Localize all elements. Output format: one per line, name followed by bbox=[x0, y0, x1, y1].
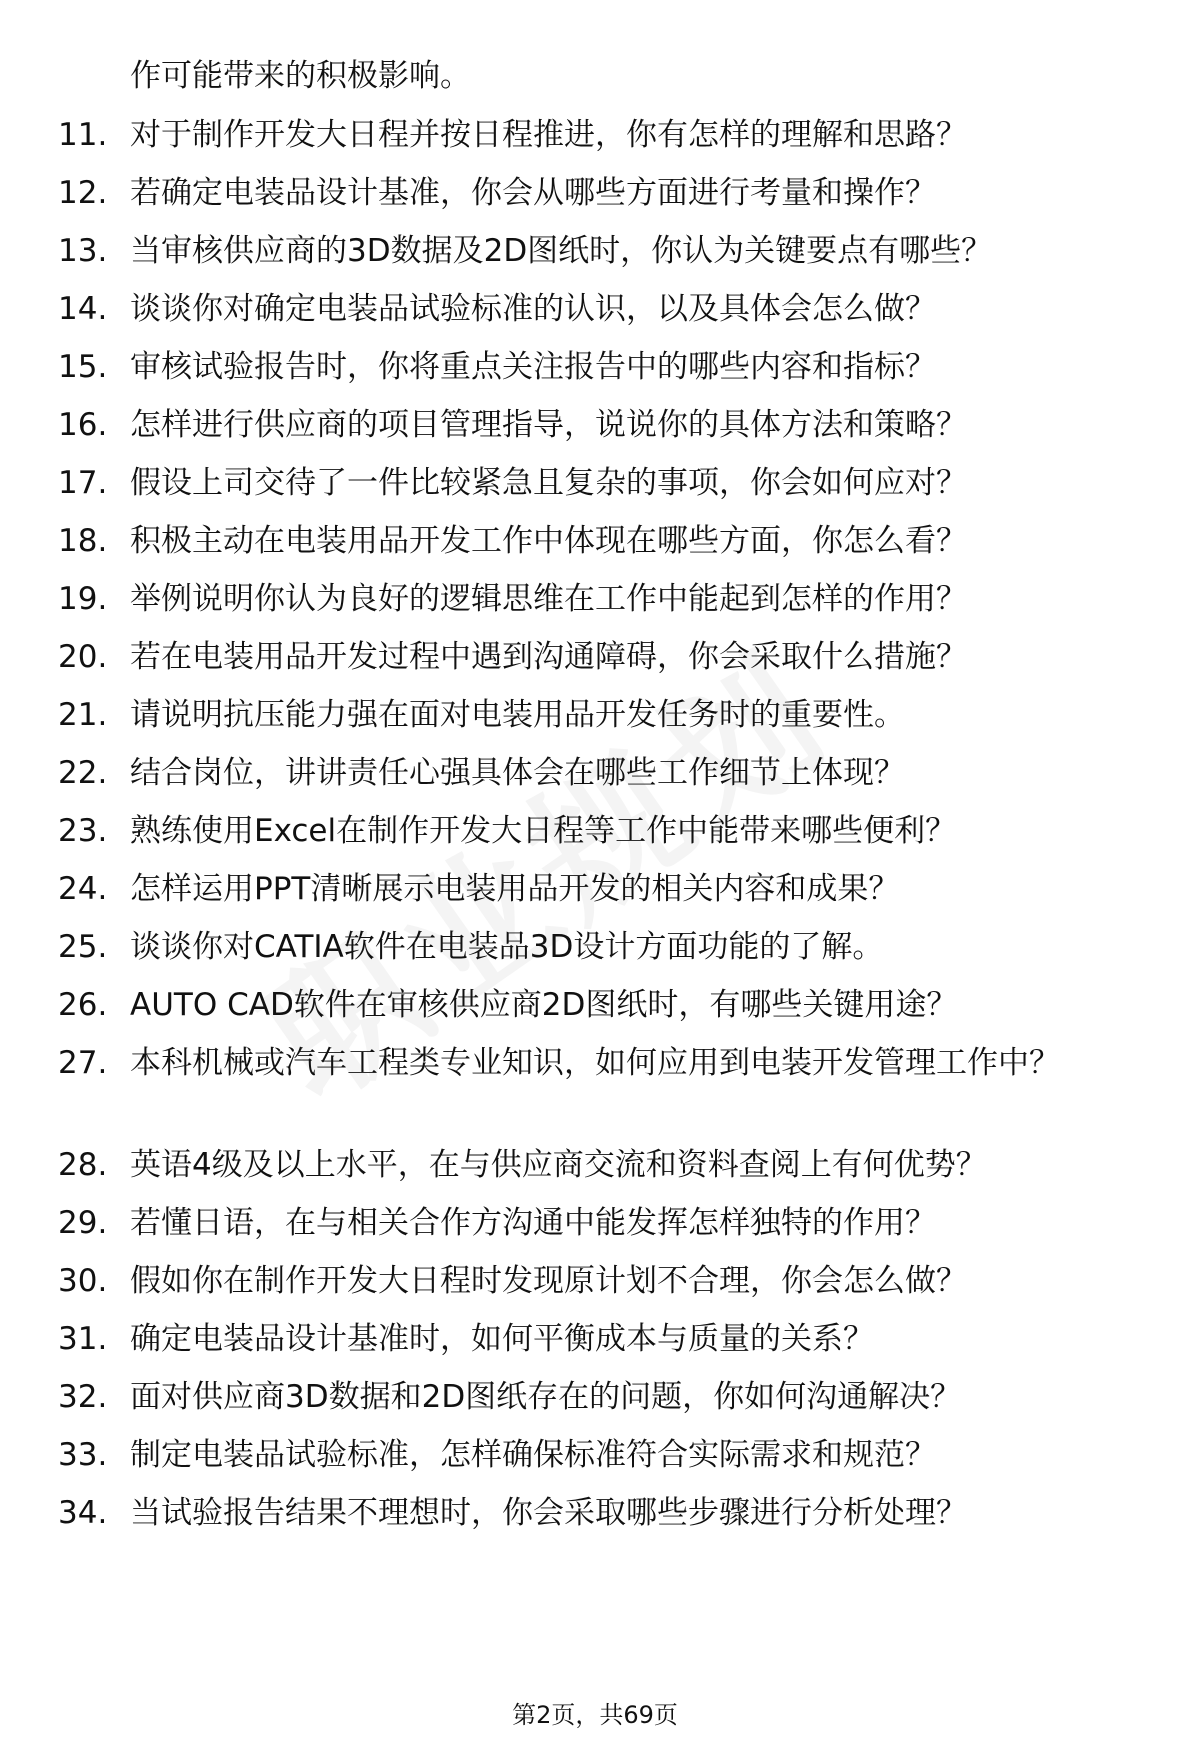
item-text: 当审核供应商的3D数据及2D图纸时，你认为关键要点有哪些？ bbox=[130, 233, 993, 269]
item-text: 若懂日语，在与相关合作方沟通中能发挥怎样独特的作用？ bbox=[130, 1205, 936, 1241]
continued-text: 作可能带来的积极影响。 bbox=[130, 58, 471, 94]
item-number: 25. bbox=[58, 929, 108, 965]
item-text: 结合岗位，讲讲责任心强具体会在哪些工作细节上体现？ bbox=[130, 755, 905, 791]
item-number: 12. bbox=[58, 175, 108, 211]
item-number: 14. bbox=[58, 291, 108, 327]
item-number: 20. bbox=[58, 639, 108, 675]
item-text: 确定电装品设计基准时，如何平衡成本与质量的关系？ bbox=[130, 1321, 874, 1357]
item-number: 32. bbox=[58, 1379, 108, 1415]
item-number: 17. bbox=[58, 465, 108, 501]
item-text: 怎样运用PPT清晰展示电装用品开发的相关内容和成果？ bbox=[130, 871, 900, 907]
item-number: 27. bbox=[58, 1045, 108, 1081]
item-number: 21. bbox=[58, 697, 108, 733]
item-number: 28. bbox=[58, 1147, 108, 1183]
item-number: 22. bbox=[58, 755, 108, 791]
item-text: 熟练使用Excel在制作开发大日程等工作中能带来哪些便利？ bbox=[130, 813, 957, 849]
item-text: 若确定电装品设计基准，你会从哪些方面进行考量和操作？ bbox=[130, 175, 936, 211]
item-number: 24. bbox=[58, 871, 108, 907]
item-number: 26. bbox=[58, 987, 108, 1023]
item-text: 请说明抗压能力强在面对电装用品开发任务时的重要性。 bbox=[130, 697, 905, 733]
item-number: 18. bbox=[58, 523, 108, 559]
item-number: 13. bbox=[58, 233, 108, 269]
item-text: 面对供应商3D数据和2D图纸存在的问题，你如何沟通解决？ bbox=[130, 1379, 962, 1415]
item-number: 29. bbox=[58, 1205, 108, 1241]
item-text: 对于制作开发大日程并按日程推进，你有怎样的理解和思路？ bbox=[130, 117, 967, 153]
item-text: 当试验报告结果不理想时，你会采取哪些步骤进行分析处理？ bbox=[130, 1495, 967, 1531]
item-number: 34. bbox=[58, 1495, 108, 1531]
item-text: 怎样进行供应商的项目管理指导，说说你的具体方法和策略？ bbox=[130, 407, 967, 443]
item-number: 31. bbox=[58, 1321, 108, 1357]
item-text: 本科机械或汽车工程类专业知识，如何应用到电装开发管理工作中？ bbox=[130, 1045, 1060, 1081]
item-text: 谈谈你对确定电装品试验标准的认识，以及具体会怎么做？ bbox=[130, 291, 936, 327]
item-text: 若在电装用品开发过程中遇到沟通障碍，你会采取什么措施？ bbox=[130, 639, 967, 675]
item-text: 假设上司交待了一件比较紧急且复杂的事项，你会如何应对？ bbox=[130, 465, 967, 501]
page-number: 第2页，共69页 bbox=[512, 1701, 678, 1729]
item-number: 30. bbox=[58, 1263, 108, 1299]
item-text: AUTO CAD软件在审核供应商2D图纸时，有哪些关键用途？ bbox=[130, 987, 958, 1023]
item-text: 举例说明你认为良好的逻辑思维在工作中能起到怎样的作用？ bbox=[130, 581, 967, 617]
item-text: 积极主动在电装用品开发工作中体现在哪些方面，你怎么看？ bbox=[130, 523, 967, 559]
item-number: 16. bbox=[58, 407, 108, 443]
item-text: 审核试验报告时，你将重点关注报告中的哪些内容和指标？ bbox=[130, 349, 936, 385]
item-number: 33. bbox=[58, 1437, 108, 1473]
item-number: 19. bbox=[58, 581, 108, 617]
item-number: 15. bbox=[58, 349, 108, 385]
item-text: 假如你在制作开发大日程时发现原计划不合理，你会怎么做？ bbox=[130, 1263, 967, 1299]
item-number: 11. bbox=[58, 117, 108, 153]
item-text: 英语4级及以上水平，在与供应商交流和资料查阅上有何优势？ bbox=[130, 1147, 987, 1183]
item-text: 制定电装品试验标准，怎样确保标准符合实际需求和规范？ bbox=[130, 1437, 936, 1473]
item-text: 谈谈你对CATIA软件在电装品3D设计方面功能的了解。 bbox=[130, 929, 884, 965]
item-number: 23. bbox=[58, 813, 108, 849]
